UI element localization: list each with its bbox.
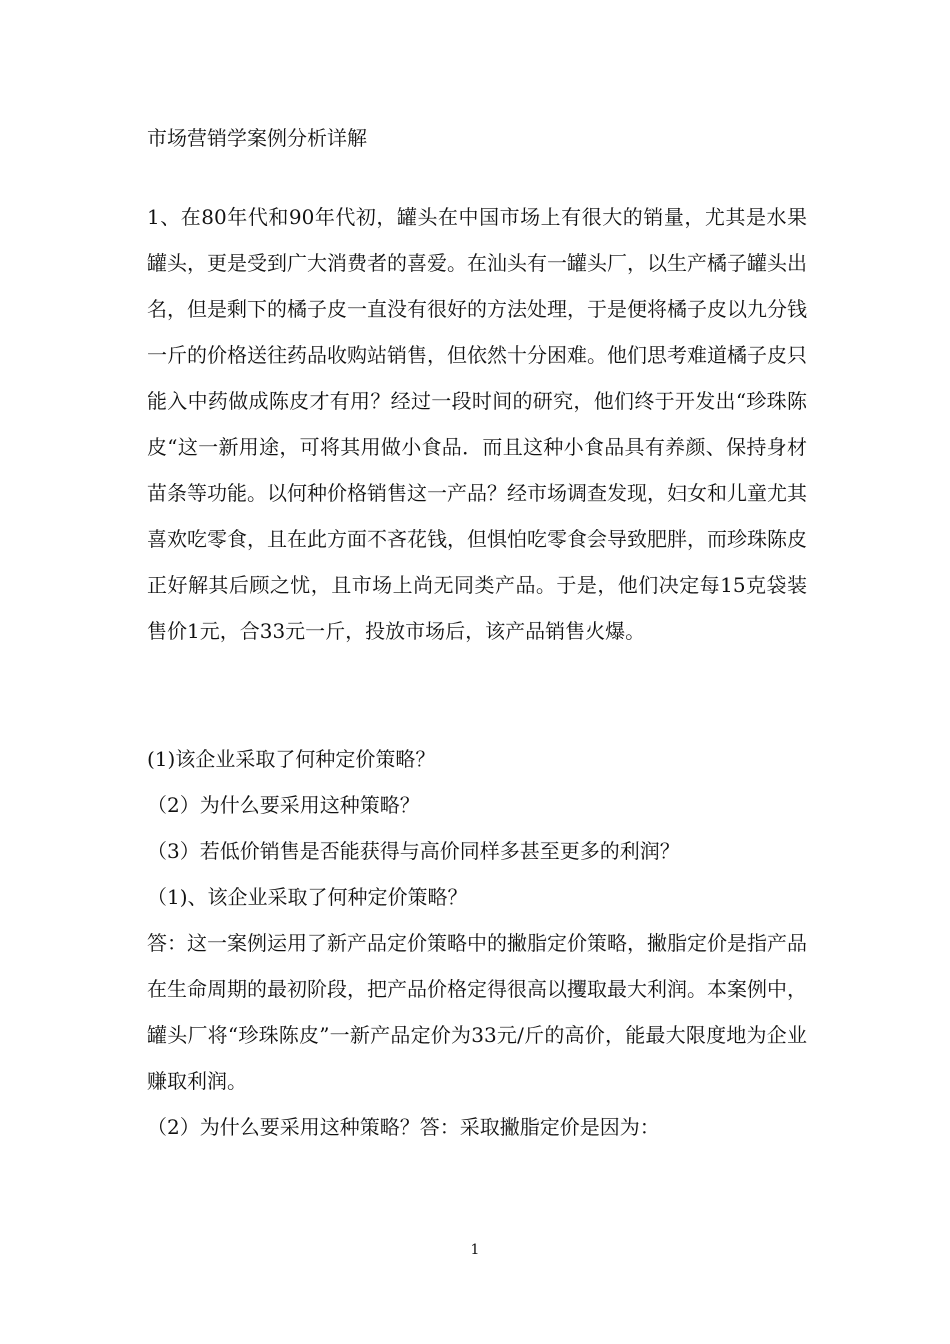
question-2: （2）为什么要采用这种策略？ — [147, 793, 420, 817]
case-description: 1、在80年代和90年代初，罐头在中国市场上有很大的销量，尤其是水果罐头，更是受到广大消费者的喜爱。在汕头有一罐头厂，以生产橘子罐头出名，但是剩下的橘子皮一直没有很好的方法处理，于是便将橘子皮以九分钱一斤的价格送往药品收购站销售，但依然十分困难。他们思考难道橘子皮只能入中药做成陈皮才有用？经过一段时间的研究，他们终于开发出“珍珠陈皮“这一新用途，可将其用做小食品．而且这种小食品具有养颜、保持身材苗条等功能。以何种价格销售这一产品？经市场调查发现，妇女和儿童尤其喜欢吃零食，且在此方面不吝花钱，但惧怕吃零食会导致肥胖，而珍珠陈皮正好解其后顾之忧，且市场上尚无同类产品。于是，他们决定每15克袋装售价1元，合33元一斤，投放市场后，该产品销售火爆。 — [147, 205, 807, 643]
document-title: 市场营销学案例分析详解 — [147, 126, 367, 150]
question-3: （3）若低价销售是否能获得与高价同样多甚至更多的利润？ — [147, 839, 680, 863]
answer-1-heading: （1)、该企业采取了何种定价策略？ — [147, 885, 468, 909]
question-1: (1)该企业采取了何种定价策略？ — [147, 747, 436, 771]
page-number: 1 — [470, 1242, 480, 1258]
answer-1-text: 答：这一案例运用了新产品定价策略中的撇脂定价策略，撇脂定价是指产品在生命周期的最初阶段，把产品价格定得很高以攫取最大利润。本案例中，罐头厂将“珍珠陈皮”一新产品定价为33元/斤的高价，能最大限度地为企业赚取利润。 — [147, 931, 807, 1093]
answer-2-heading: （2）为什么要采用这种策略？答：采取撇脂定价是因为： — [147, 1115, 660, 1139]
